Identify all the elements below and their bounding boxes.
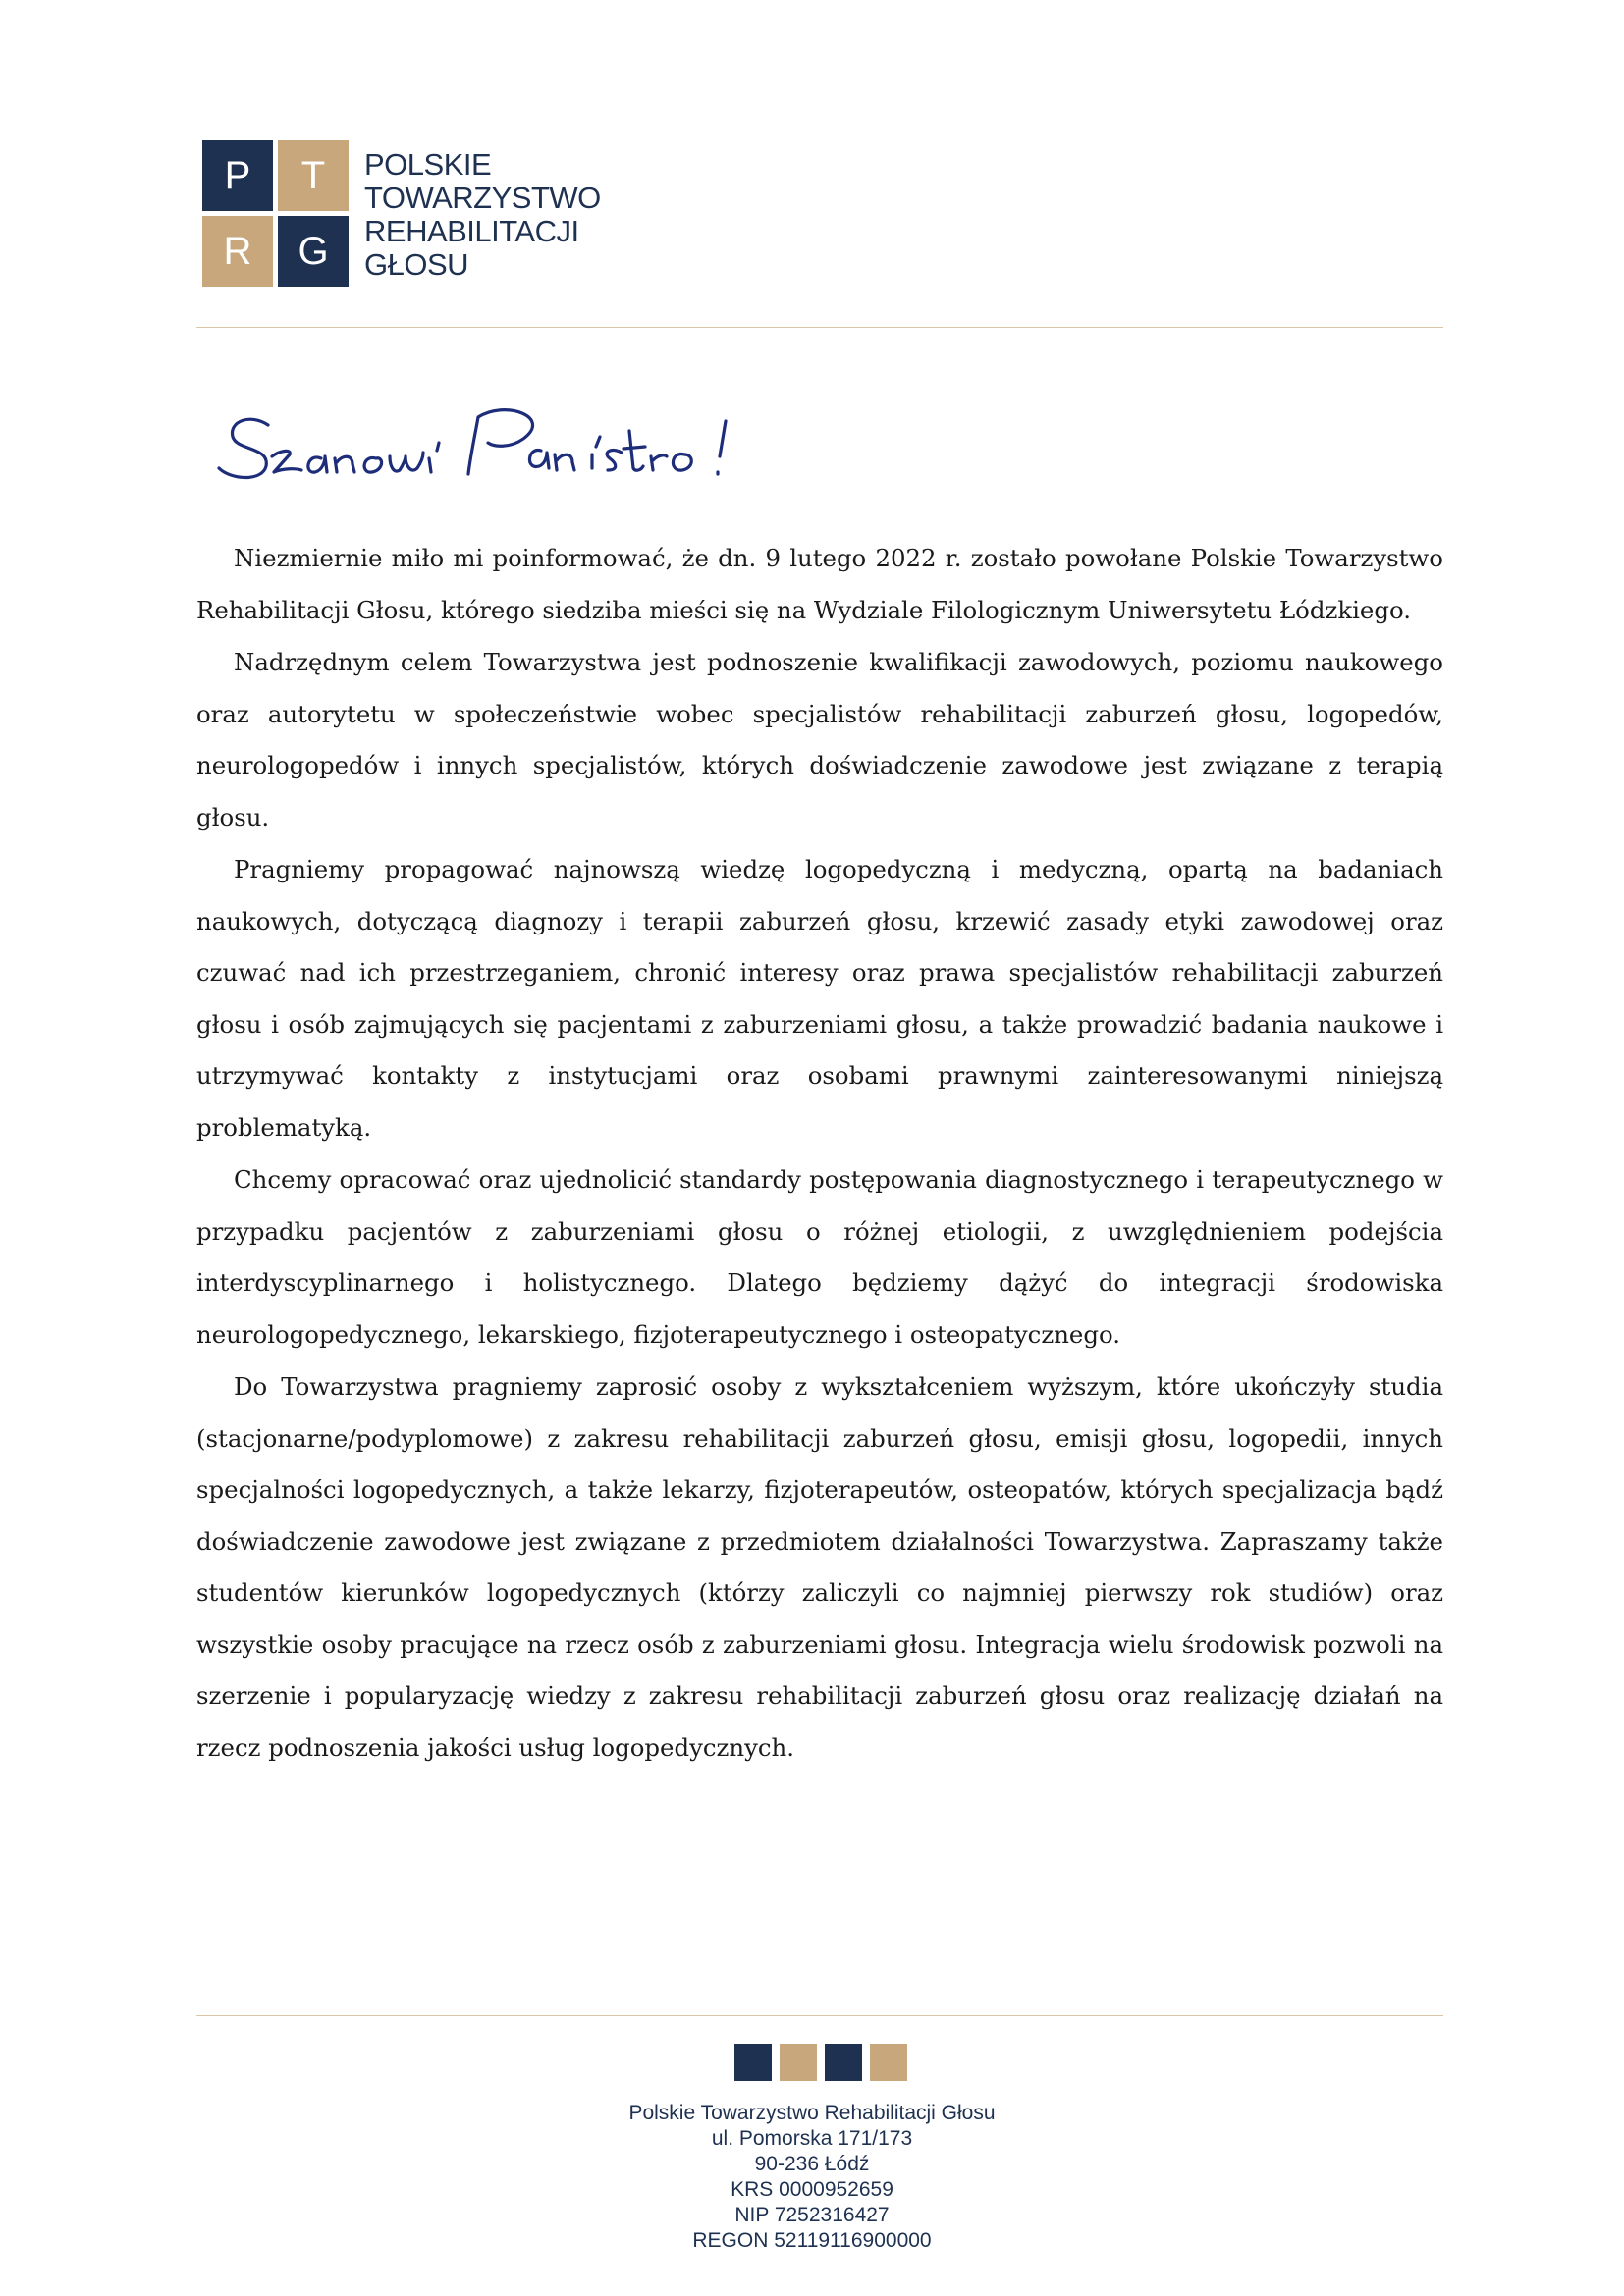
footer-square-gold xyxy=(870,2044,907,2081)
letter-paragraph: Niezmiernie miło mi poinformować, że dn. 9 lutego 2022 r. zostało powołane Polskie Towarzystwo Rehabilitacji Głosu, którego siedziba mieści się na Wydziale Filologicznym Uniwersytetu Łódzkiego. xyxy=(196,544,1443,624)
letter-paragraph: Nadrzędnym celem Towarzystwa jest podnoszenie kwalifikacji zawodowych, poziomu naukowego oraz autorytetu w społeczeństwie wobec specjalistów rehabilitacji zaburzeń głosu, logopedów, neurologopedów i innych specjalistów, których doświadczenie zawodowe jest związane z terapią głosu. xyxy=(196,648,1443,831)
logo-wordmark xyxy=(364,148,601,282)
logo-letter-r: R xyxy=(202,216,273,287)
footer-city: 90-236 Łódź xyxy=(754,2153,870,2175)
organization-logo xyxy=(202,140,615,288)
footer-regon: REGON 52119116900000 xyxy=(692,2229,932,2252)
logo-wordmark-line: POLSKIE xyxy=(364,147,492,182)
handwritten-salutation xyxy=(211,378,761,515)
footer-contact xyxy=(567,2101,1057,2254)
logo-letter-t: T xyxy=(278,140,349,211)
footer-logo-squares xyxy=(734,2044,911,2083)
letter-paragraph: Chcemy opracować oraz ujednolicić standardy postępowania diagnostycznego i terapeutycznego w przypadku pacjentów z zaburzeniami głosu o różnej etiologii, z uwzględnieniem podejścia interdyscyplinarnego i holistycznego. Dlatego będziemy dążyć do integracji środowiska neurologopedycznego, lekarskiego, fizjoterapeutycznego i osteopatycznego. xyxy=(196,1165,1443,1349)
letter-paragraph: Pragniemy propagować najnowszą wiedzę logopedyczną i medyczną, opartą na badaniach naukowych, dotyczącą diagnozy i terapii zaburzeń głosu, krzewić zasady etyki zawodowej oraz czuwać nad ich przestrzeganiem, chronić interesy oraz prawa specjalistów rehabilitacji zaburzeń głosu i osób zajmujących się pacjentami z zaburzeniami głosu, a także prowadzić badania naukowe i utrzymywać kontakty z instytucjami oraz osobami prawnymi zainteresowanymi niniejszą problematyką. xyxy=(196,855,1443,1142)
logo-monogram xyxy=(202,140,350,288)
logo-letter-g: G xyxy=(278,216,349,287)
footer-square-navy xyxy=(734,2044,772,2081)
letter-paragraph: Do Towarzystwa pragniemy zaprosić osoby z wykształceniem wyższym, które ukończyły studia (stacjonarne/podyplomowe) z zakresu rehabilitacji zaburzeń głosu, emisji głosu, logopedii, innych specjalności logopedycznych, a także lekarzy, fizjoterapeutów, osteopatów, których specjalizacja bądź doświadczenie zawodowe jest związane z przedmiotem działalności Towarzystwa. Zapraszamy także studentów kierunków logopedycznych (którzy zaliczyli co najmniej pierwszy rok studiów) oraz wszystkie osoby pracujące na rzecz osób z zaburzeniami głosu. Integracja wielu środowisk pozwoli na szerzenie i popularyzację wiedzy z zakresu rehabilitacji zaburzeń głosu oraz realizację działań na rzecz podnoszenia jakości usług logopedycznych. xyxy=(196,1372,1443,1762)
footer-square-gold xyxy=(780,2044,817,2081)
letter-body xyxy=(196,533,1443,1775)
header-divider xyxy=(196,327,1443,328)
logo-letter-p: P xyxy=(202,140,273,211)
footer-street: ul. Pomorska 171/173 xyxy=(711,2127,913,2150)
footer-nip: NIP 7252316427 xyxy=(734,2204,890,2226)
footer-krs: KRS 0000952659 xyxy=(731,2178,893,2201)
footer-square-navy xyxy=(825,2044,862,2081)
footer-divider xyxy=(196,2015,1443,2016)
logo-wordmark-line: GŁOSU xyxy=(364,247,469,282)
logo-wordmark-line: TOWARZYSTWO xyxy=(364,181,601,215)
logo-wordmark-line: REHABILITACJI xyxy=(364,214,579,248)
footer-organization-name: Polskie Towarzystwo Rehabilitacji Głosu xyxy=(628,2102,996,2124)
